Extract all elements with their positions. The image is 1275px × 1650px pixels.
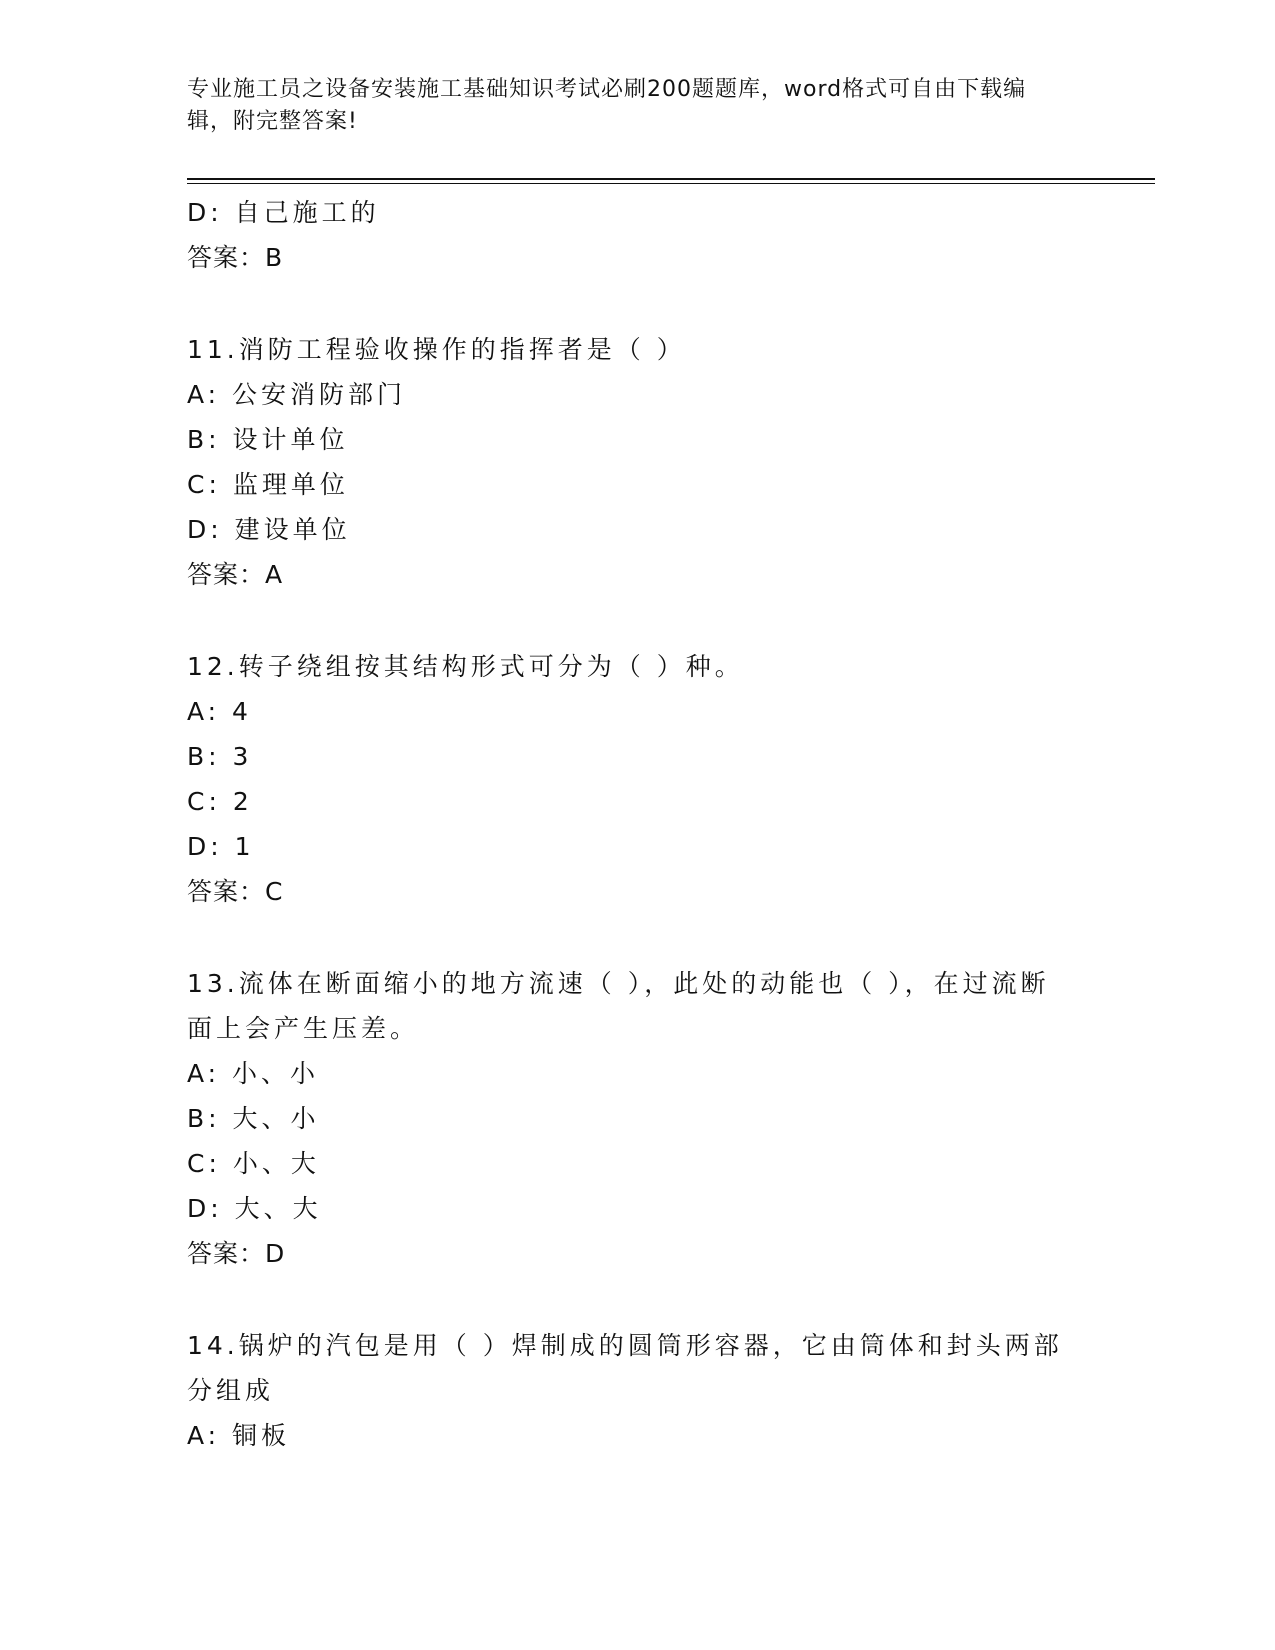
answer: 答案：D: [187, 1239, 286, 1268]
answer: 答案：A: [187, 560, 284, 589]
option-a: A: 4: [187, 697, 252, 726]
option-a: A: 公安消防部门: [187, 380, 407, 409]
option-d: D: 大、大: [187, 1194, 322, 1223]
question-13-stem-line1: 13.流体在断面缩小的地方流速（ ），此处的动能也（ ），在过流断: [187, 969, 1050, 998]
option-a: A: 小、小: [187, 1059, 320, 1088]
option-c: C: 小、大: [187, 1149, 320, 1178]
option-d: D: 自己施工的: [187, 198, 380, 227]
option-b: B: 设计单位: [187, 425, 349, 454]
option-c: C: 2: [187, 787, 253, 816]
option-d: D: 建设单位: [187, 515, 351, 544]
question-14-stem-line1: 14.锅炉的汽包是用（ ）焊制成的圆筒形容器，它由筒体和封头两部: [187, 1331, 1063, 1360]
document-header: 专业施工员之设备安装施工基础知识考试必刷200题题库，word格式可自由下载编辑，附完整答案!: [187, 77, 1027, 134]
question-12-stem: 12.转子绕组按其结构形式可分为（ ）种。: [187, 652, 744, 681]
option-b: B: 3: [187, 742, 253, 771]
header-rule-thick: [187, 178, 1155, 180]
question-11-stem: 11.消防工程验收操作的指挥者是（ ）: [187, 335, 686, 364]
option-c: C: 监理单位: [187, 470, 349, 499]
question-14-stem-line2: 分组成: [187, 1376, 275, 1405]
answer: 答案：C: [187, 877, 284, 906]
header-rule-thin: [187, 183, 1155, 184]
option-d: D: 1: [187, 832, 255, 861]
question-13-stem-line2: 面上会产生压差。: [187, 1014, 420, 1043]
answer: 答案：B: [187, 243, 284, 272]
option-b: B: 大、小: [187, 1104, 320, 1133]
question-list: [187, 190, 1087, 1458]
option-a: A: 铜板: [187, 1421, 291, 1450]
